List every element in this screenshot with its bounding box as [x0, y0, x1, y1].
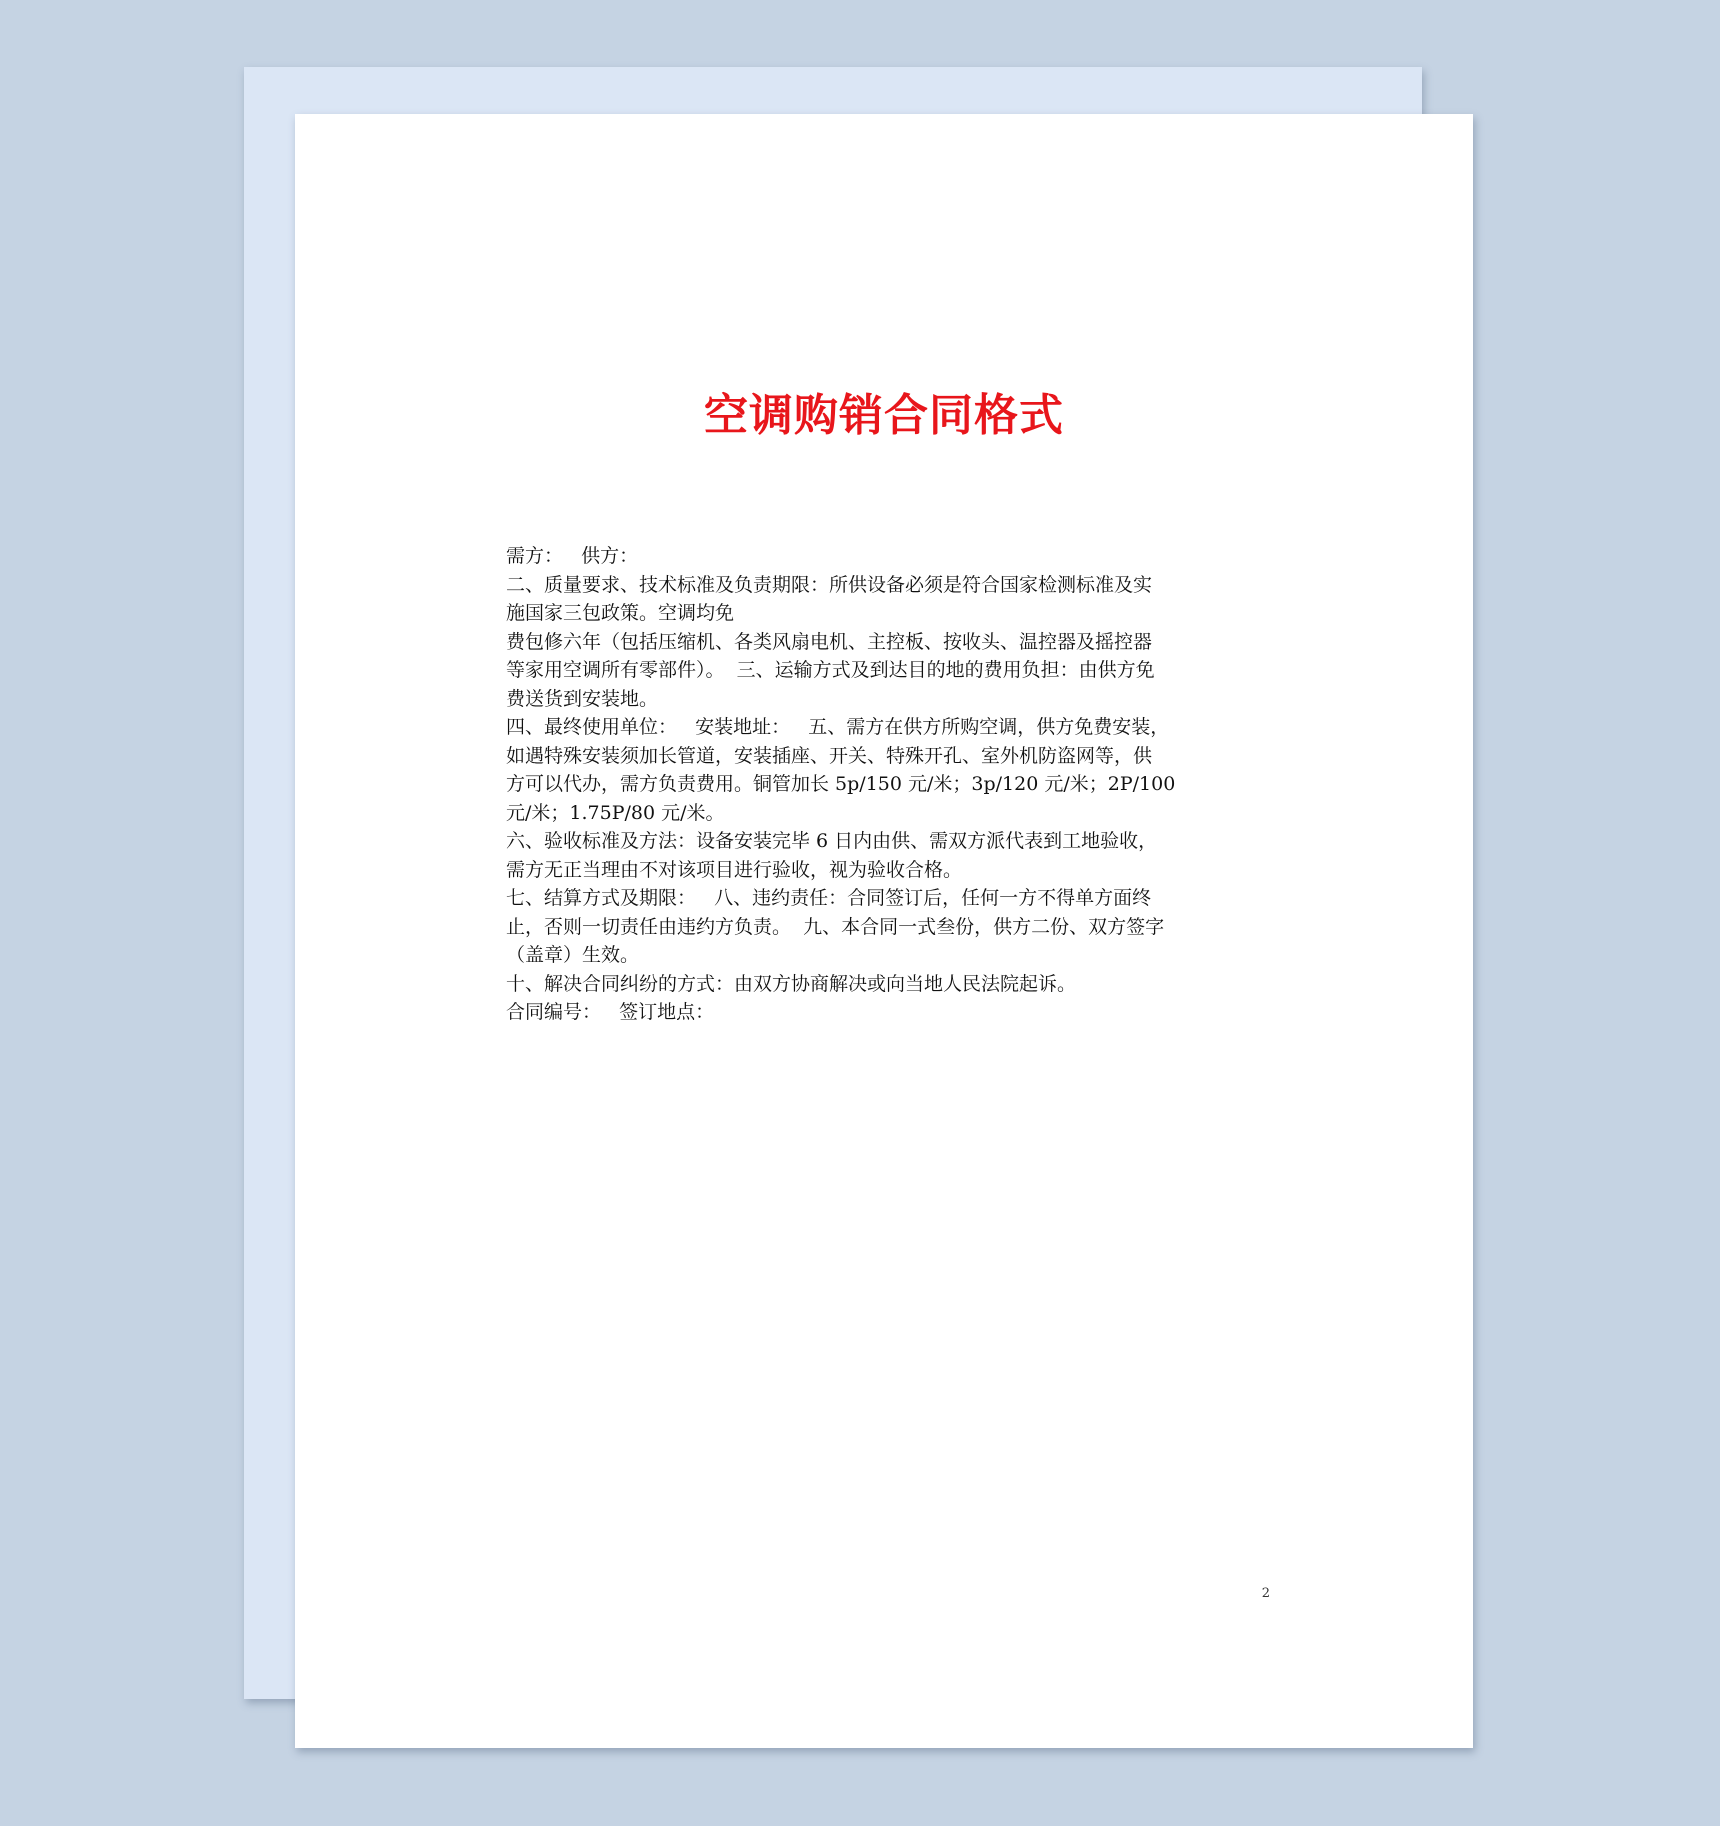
document-page: [295, 114, 1473, 1748]
body-line: 方可以代办，需方负责费用。铜管加长 5p/150 元/米；3p/120 元/米；2P/100: [506, 773, 1176, 795]
body-line: 费送货到安装地。: [506, 687, 659, 710]
body-line: 需方无正当理由不对该项目进行验收，视为验收合格。: [506, 858, 963, 881]
body-line: 七、结算方式及期限： 八、违约责任：合同签订后，任何一方不得单方面终: [506, 887, 1152, 909]
document-body: [506, 542, 1266, 1027]
document-title: 空调购销合同格式: [704, 390, 1064, 441]
body-line: 需方： 供方：: [506, 545, 639, 567]
body-line: 费包修六年（包括压缩机、各类风扇电机、主控板、按收头、温控器及摇控器: [506, 630, 1153, 653]
body-line: 六、验收标准及方法：设备安装完毕 6 日内由供、需双方派代表到工地验收，: [506, 830, 1158, 852]
page-number: 2: [1261, 1586, 1270, 1601]
body-line: 合同编号： 签订地点：: [506, 1001, 715, 1023]
body-line: 二、质量要求、技术标准及负责期限：所供设备必须是符合国家检测标准及实: [506, 573, 1153, 596]
body-line: 施国家三包政策。空调均免: [506, 602, 735, 624]
body-line: 元/米；1.75P/80 元/米。: [506, 801, 725, 824]
body-line: 止，否则一切责任由违约方负责。 九、本合同一式叁份，供方二份、双方签字: [506, 915, 1165, 938]
body-line: （盖章）生效。: [506, 944, 640, 966]
body-line: 如遇特殊安装须加长管道，安装插座、开关、特殊开孔、室外机防盗网等，供: [506, 744, 1153, 767]
body-line: 十、解决合同纠纷的方式：由双方协商解决或向当地人民法院起诉。: [506, 972, 1077, 995]
body-line: 四、最终使用单位： 安装地址： 五、需方在供方所购空调，供方免费安装，: [506, 716, 1170, 738]
body-line: 等家用空调所有零部件）。 三、运输方式及到达目的地的费用负担：由供方免: [506, 659, 1155, 681]
